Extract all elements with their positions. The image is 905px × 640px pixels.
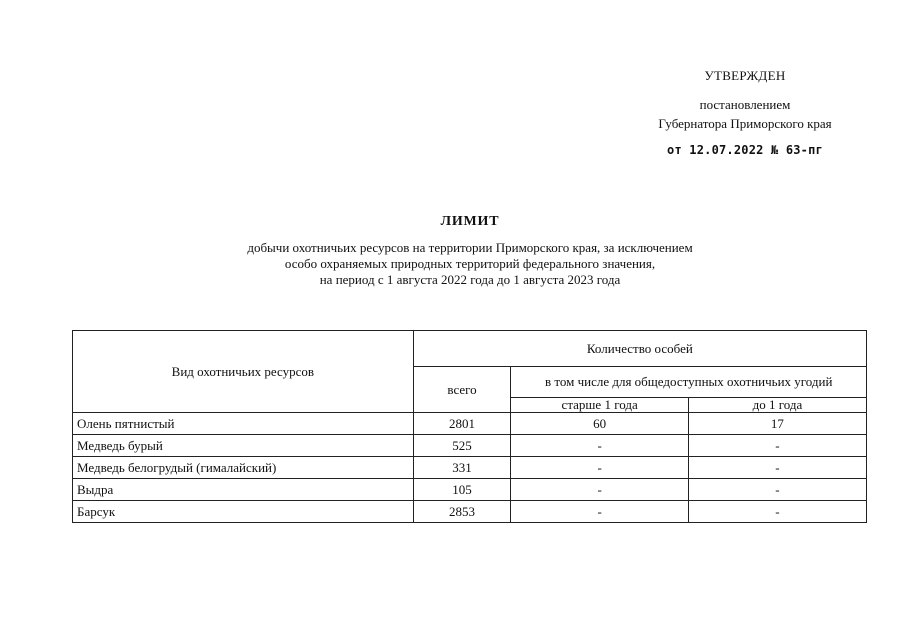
row-total: 2801 <box>413 413 511 435</box>
row-name: Медведь бурый <box>73 435 414 457</box>
row-total: 331 <box>413 457 511 479</box>
table-row <box>73 501 867 523</box>
subtitle-line-1: добычи охотничьих ресурсов на территории Приморского края, за исключением <box>247 240 693 255</box>
table-row <box>73 413 867 435</box>
header-older: старше 1 года <box>511 398 688 413</box>
row-younger: - <box>688 479 866 501</box>
row-name: Выдра <box>73 479 414 501</box>
subtitle-line-2: особо охраняемых природных территорий федерального значения, <box>284 256 656 271</box>
limits-table <box>72 330 867 523</box>
row-total: 105 <box>413 479 511 501</box>
row-older: 60 <box>511 413 688 435</box>
header-count: Количество особей <box>413 331 866 367</box>
approval-stamp <box>610 66 880 160</box>
row-older: - <box>511 457 688 479</box>
row-name: Барсук <box>73 501 414 523</box>
row-younger: - <box>688 457 866 479</box>
row-total: 2853 <box>413 501 511 523</box>
decree-number: от 12.07.2022 № 63-пг <box>667 143 823 157</box>
approval-line-1: постановлением <box>699 97 791 112</box>
header-total: всего <box>413 367 511 413</box>
row-older: - <box>511 479 688 501</box>
row-older: - <box>511 435 688 457</box>
approved-label: УТВЕРЖДЕН <box>704 68 786 83</box>
subtitle-line-3: на период с 1 августа 2022 года до 1 августа 2023 года <box>319 272 621 287</box>
row-older: - <box>511 501 688 523</box>
row-name: Олень пятнистый <box>73 413 414 435</box>
row-younger: 17 <box>688 413 866 435</box>
document-title: ЛИМИТ <box>440 214 500 229</box>
document-heading <box>90 214 850 288</box>
row-younger: - <box>688 501 866 523</box>
header-resource-type: Вид охотничьих ресурсов <box>73 331 414 413</box>
header-younger: до 1 года <box>688 398 866 413</box>
row-name: Медведь белогрудый (гималайский) <box>73 457 414 479</box>
row-total: 525 <box>413 435 511 457</box>
approval-line-2: Губернатора Приморского края <box>658 116 832 131</box>
table-row <box>73 479 867 501</box>
table-row <box>73 435 867 457</box>
table-row <box>73 457 867 479</box>
row-younger: - <box>688 435 866 457</box>
header-public-lands: в том числе для общедоступных охотничьих угодий <box>511 367 867 398</box>
